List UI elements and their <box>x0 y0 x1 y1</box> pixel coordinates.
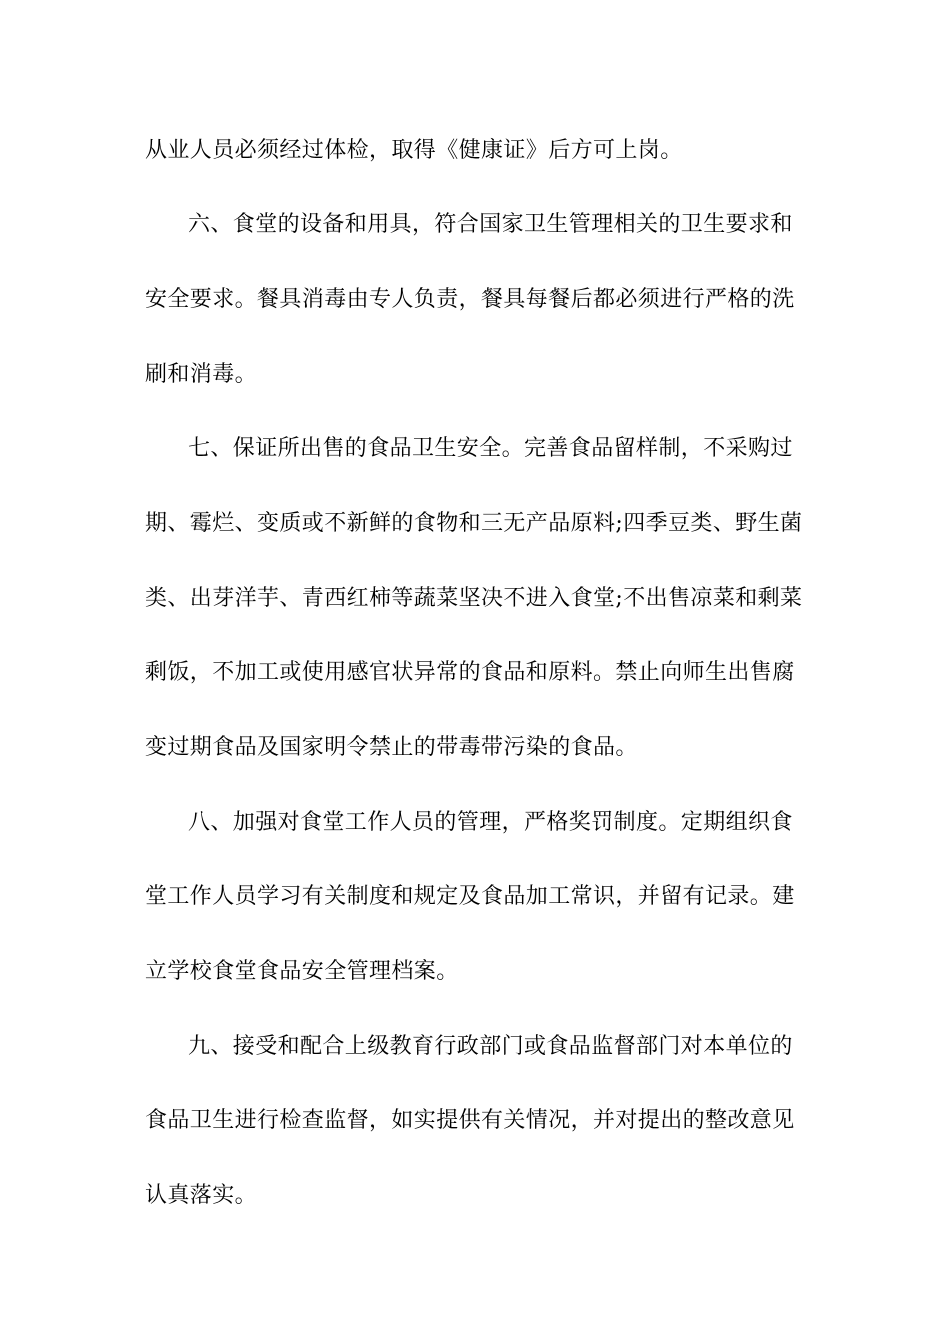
paragraph-line: 变过期食品及国家明令禁止的带毒带污染的食品。 <box>145 735 638 760</box>
paragraph-line: 期、霉烂、变质或不新鲜的食物和三无产品原料;四季豆类、野生菌 <box>145 511 803 536</box>
paragraph-line: 九、接受和配合上级教育行政部门或食品监督部门对本单位的 <box>188 1034 793 1059</box>
paragraph-line: 六、食堂的设备和用具，符合国家卫生管理相关的卫生要求和 <box>188 212 793 237</box>
paragraph-line: 食品卫生进行检查监督，如实提供有关情况，并对提出的整改意见 <box>145 1108 795 1133</box>
paragraph-line: 安全要求。餐具消毒由专人负责，餐具每餐后都必须进行严格的洗 <box>145 287 795 312</box>
paragraph-line: 八、加强对食堂工作人员的管理，严格奖罚制度。定期组织食 <box>188 810 793 835</box>
paragraph-line: 立学校食堂食品安全管理档案。 <box>145 959 459 984</box>
paragraph-line: 从业人员必须经过体检，取得《健康证》后方可上岗。 <box>145 138 683 163</box>
paragraph-line: 七、保证所出售的食品卫生安全。完善食品留样制，不采购过 <box>188 436 793 461</box>
paragraph-line: 类、出芽洋芋、青西红柿等蔬菜坚决不进入食堂;不出售凉菜和剩菜 <box>145 586 803 611</box>
paragraph-line: 刷和消毒。 <box>145 362 258 387</box>
paragraph-line: 认真落实。 <box>145 1183 258 1208</box>
paragraph-line: 堂工作人员学习有关制度和规定及食品加工常识，并留有记录。建 <box>145 884 795 909</box>
paragraph-line: 剩饭，不加工或使用感官状异常的食品和原料。禁止向师生出售腐 <box>145 660 795 685</box>
